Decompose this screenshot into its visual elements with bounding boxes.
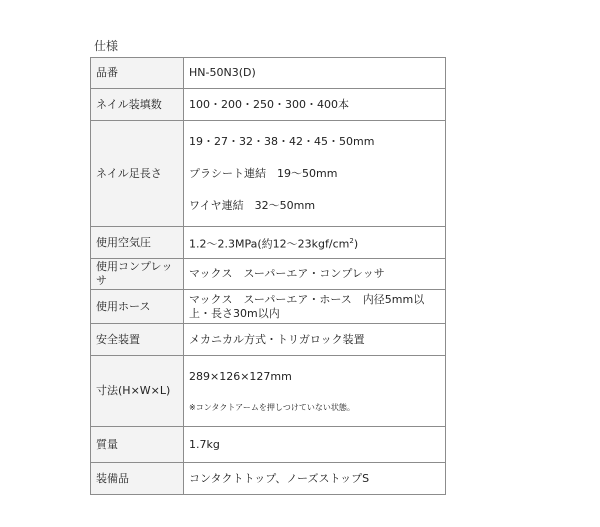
row-label: 寸法(H×W×L) [91,356,184,427]
spec-title: 仕様 [94,39,119,53]
row-value [184,356,446,427]
spec-row-model [91,58,446,89]
spec-row-safety [91,324,446,356]
value-line: プラシート連結 19～50mm [189,166,338,180]
spec-row-dimensions [91,356,446,427]
row-label: 品番 [91,58,184,89]
spec-row-accessories [91,463,446,495]
row-value: 100・200・250・300・400本 [184,89,446,121]
row-label: 装備品 [91,463,184,495]
row-value: マックス スーパーエア・コンプレッサ [184,259,446,290]
row-label: ネイル足長さ [91,121,184,227]
row-label: 使用ホース [91,290,184,324]
row-value: マックス スーパーエア・ホース 内径5mm以上・長さ30m以内 [184,290,446,324]
spec-row-nail-length [91,121,446,227]
value-note: ※コンタクトアームを押しつけていない状態。 [189,402,355,412]
spec-row-air-pressure [91,227,446,259]
row-label: 使用空気圧 [91,227,184,259]
spec-row-weight [91,427,446,463]
row-label: 質量 [91,427,184,463]
spec-table [90,57,446,495]
row-value: メカニカル方式・トリガロック装置 [184,324,446,356]
row-value: コンタクトトップ、ノーズストップS [184,463,446,495]
value-line: 19・27・32・38・42・45・50mm [189,134,375,148]
value-line: ワイヤ連結 32～50mm [189,198,316,212]
row-label: 使用コンプレッサ [91,259,184,290]
row-label: ネイル装填数 [91,89,184,121]
value-superscript: 2 [349,236,354,245]
spec-row-capacity [91,89,446,121]
row-value: HN-50N3(D) [184,58,446,89]
value-text: 1.2～2.3MPa(約12～23kgf/cm [189,237,350,251]
spec-row-hose [91,290,446,324]
value-text: 289×126×127mm [189,369,292,383]
row-label: 安全装置 [91,324,184,356]
spec-row-compressor [91,259,446,290]
value-text-end: ) [353,237,359,251]
row-value: 1.7kg [184,427,446,463]
row-value [184,121,446,227]
row-value [184,227,446,259]
